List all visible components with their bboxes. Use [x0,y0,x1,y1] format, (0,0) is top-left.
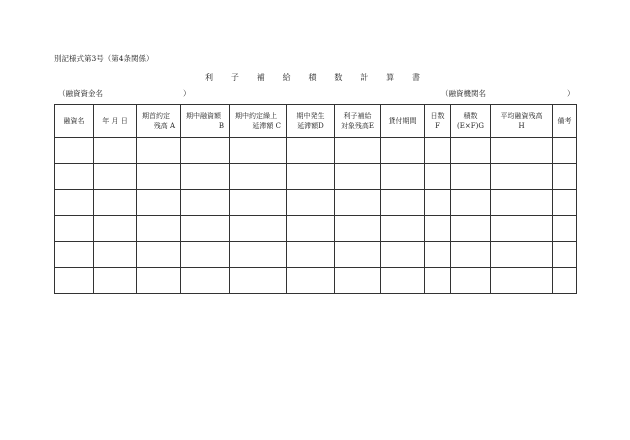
column-header-line1: 期中融資額 [186,112,221,120]
title-char: 補 [256,73,265,82]
title-char: 算 [386,73,395,82]
table-cell[interactable] [181,268,230,294]
table-cell[interactable] [137,190,181,216]
table-cell[interactable] [55,242,94,268]
table-cell[interactable] [381,190,425,216]
column-header-line1: 日数 [430,112,445,120]
table-cell[interactable] [94,138,137,164]
title-char: 計 [360,73,369,82]
table-cell[interactable] [94,268,137,294]
table-cell[interactable] [181,190,230,216]
title-char: 書 [412,73,420,82]
column-header-line1: 年 月 日 [102,117,128,125]
column-header [230,105,287,138]
column-header-line1: 融資名 [63,117,85,125]
table-cell[interactable] [55,268,94,294]
table-cell[interactable] [335,216,381,242]
fund-name-close: ） [183,89,191,98]
table-cell[interactable] [553,242,577,268]
table-cell[interactable] [451,190,491,216]
table-cell[interactable] [94,242,137,268]
column-header [181,105,230,138]
table-cell[interactable] [553,190,577,216]
table-cell[interactable] [335,268,381,294]
table-cell[interactable] [425,190,451,216]
table-cell[interactable] [181,164,230,190]
title-char: 積 [308,73,317,82]
table-cell[interactable] [137,242,181,268]
table-cell[interactable] [181,216,230,242]
column-header [287,105,335,138]
table-cell[interactable] [94,216,137,242]
table-cell[interactable] [230,138,287,164]
table-cell[interactable] [425,216,451,242]
table-cell[interactable] [55,164,94,190]
column-header [55,105,94,138]
table-cell[interactable] [381,164,425,190]
table-cell[interactable] [425,242,451,268]
table-cell[interactable] [425,164,451,190]
table-cell[interactable] [491,164,553,190]
table-cell[interactable] [55,216,94,242]
table-header-row [55,105,577,138]
column-header [381,105,425,138]
title-char: 子 [230,73,239,82]
table-cell[interactable] [425,268,451,294]
column-header [335,105,381,138]
table-cell[interactable] [181,242,230,268]
calculation-table [54,104,577,294]
column-header [425,105,451,138]
table-cell[interactable] [381,268,425,294]
title-char: 給 [282,73,291,82]
table-cell[interactable] [491,216,553,242]
table-cell[interactable] [335,190,381,216]
column-header-line2: 残高 A [153,122,175,130]
table-cell[interactable] [230,242,287,268]
table-row [55,242,577,268]
table-cell[interactable] [491,268,553,294]
table-cell[interactable] [94,164,137,190]
table-cell[interactable] [287,138,335,164]
table-cell[interactable] [553,138,577,164]
table-cell[interactable] [181,138,230,164]
table-row [55,190,577,216]
column-header-line2: F [435,122,440,130]
table-cell[interactable] [287,242,335,268]
table-cell[interactable] [451,268,491,294]
institution-name-close: ） [567,89,575,98]
table-cell[interactable] [137,138,181,164]
institution-name-label: （融資機関名 [441,89,486,98]
document-title [205,72,420,83]
table-cell[interactable] [55,190,94,216]
column-header-line1: 備考 [557,117,572,125]
column-header-line2: 延滞額D [297,122,324,130]
table-cell[interactable] [137,268,181,294]
table-cell[interactable] [381,138,425,164]
column-header-line2: H [518,122,525,130]
column-header-line1: 平均融資残高 [500,112,543,120]
table-cell[interactable] [230,216,287,242]
table-cell[interactable] [137,164,181,190]
column-header-line1: 期首約定 [142,112,170,120]
title-char: 利 [205,73,213,82]
column-header [451,105,491,138]
column-header [94,105,137,138]
table-body [55,138,577,294]
table-cell[interactable] [230,268,287,294]
table-cell[interactable] [451,164,491,190]
table-cell[interactable] [287,216,335,242]
table-cell[interactable] [230,190,287,216]
table-cell[interactable] [451,216,491,242]
table-cell[interactable] [287,268,335,294]
column-header-line2: (E×F)G [457,122,484,130]
table-cell[interactable] [335,164,381,190]
column-header-line2: B [218,122,224,130]
table-cell[interactable] [553,268,577,294]
table-cell[interactable] [553,164,577,190]
table-cell[interactable] [491,190,553,216]
column-header-line1: 期中発生 [296,112,325,120]
table-cell[interactable] [335,138,381,164]
title-char: 数 [334,73,343,82]
fund-name-label: （融資資金名 [58,89,103,98]
table-row [55,138,577,164]
table-cell[interactable] [451,242,491,268]
table-row [55,164,577,190]
table-row [55,216,577,242]
table-cell[interactable] [55,138,94,164]
column-header-line1: 積数 [463,112,478,120]
table-cell[interactable] [425,138,451,164]
column-header-line2: 延滞額 C [252,122,281,130]
column-header-line2: 対象残高E [340,122,375,130]
table-cell[interactable] [335,242,381,268]
table-cell[interactable] [491,138,553,164]
table-cell[interactable] [230,164,287,190]
table-cell[interactable] [287,190,335,216]
column-header [491,105,553,138]
table-cell[interactable] [491,242,553,268]
table-cell[interactable] [553,216,577,242]
table-cell[interactable] [287,164,335,190]
column-header-line1: 貸付期間 [388,117,417,125]
table-cell[interactable] [381,216,425,242]
column-header [553,105,577,138]
column-header-line1: 期中約定繰上 [235,112,277,120]
table-cell[interactable] [381,242,425,268]
column-header-line1: 利子補給 [343,112,372,120]
table-cell[interactable] [137,216,181,242]
column-header [137,105,181,138]
form-reference: 別記様式第3号（第4条関係） [54,54,154,63]
table-cell[interactable] [94,190,137,216]
table-row [55,268,577,294]
table-cell[interactable] [451,138,491,164]
